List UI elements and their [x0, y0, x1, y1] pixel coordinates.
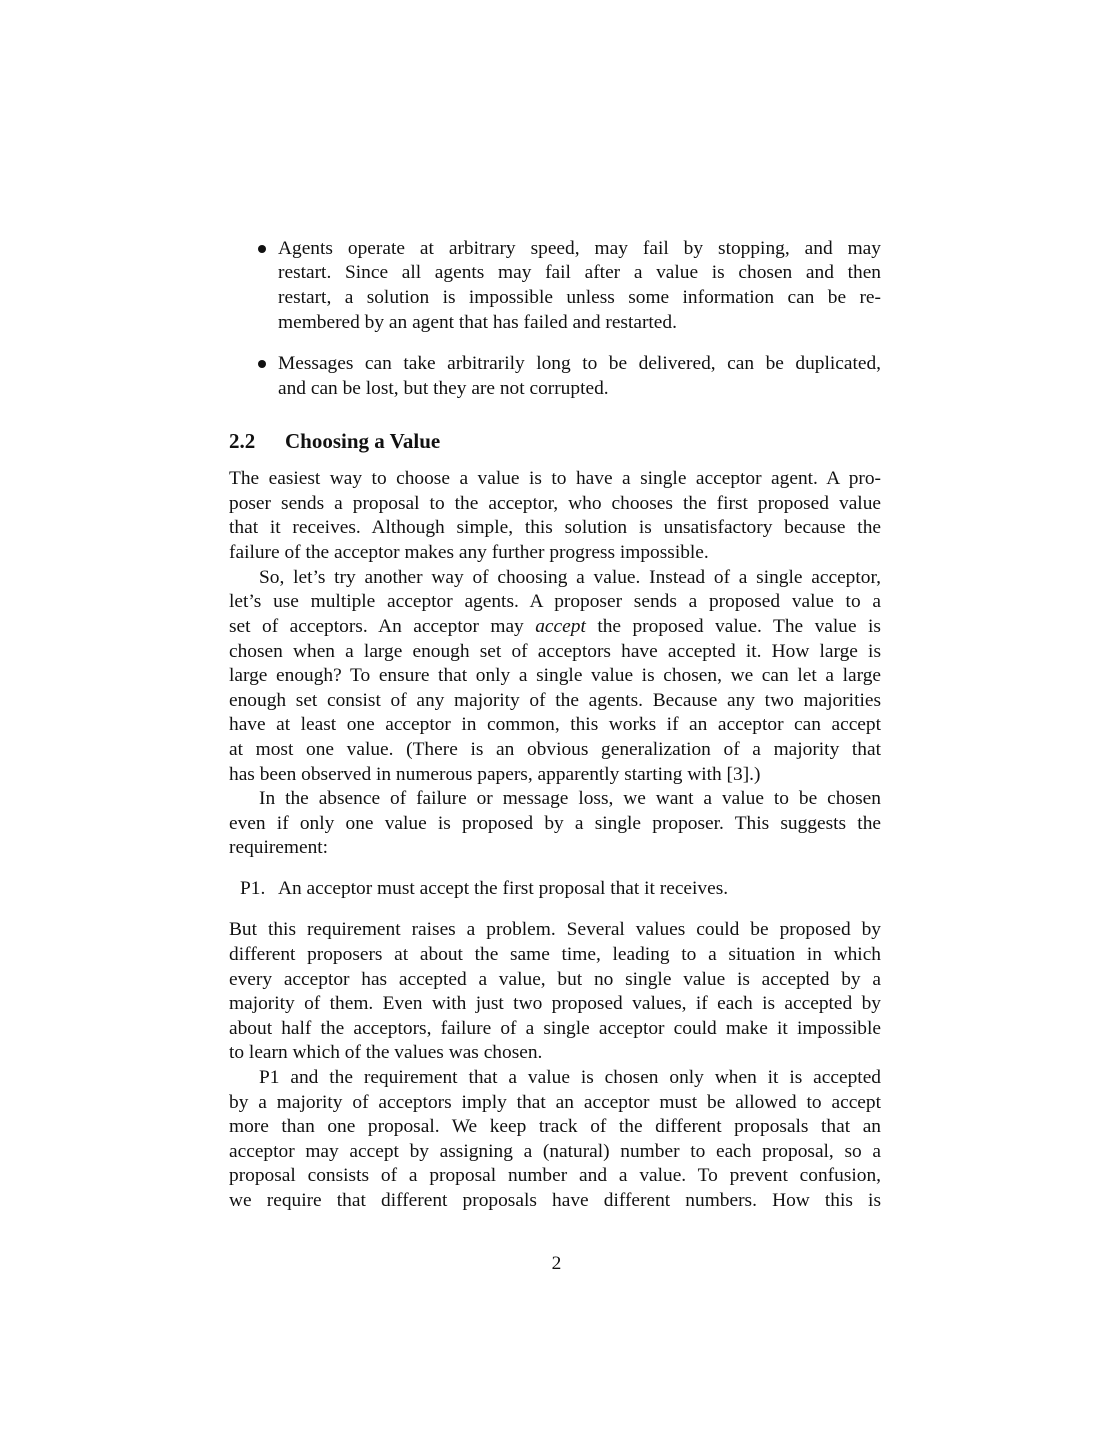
section-number: 2.2 [229, 429, 256, 453]
bullet-1-line-4: membered by an agent that has failed and restarted. [278, 312, 677, 333]
text-run: the proposed value. The value is [597, 616, 881, 637]
paragraph-2-line-9: has been observed in numerous papers, apparently starting with [3].) [229, 764, 761, 785]
paragraph-2-line-8: at most one value. (There is an obvious generalization of a majority that [229, 739, 881, 760]
paragraph-2-line-3 [229, 615, 881, 639]
section-heading [229, 428, 440, 454]
section-title: Choosing a Value [285, 429, 441, 453]
bullet-1-line-2: restart. Since all agents may fail after a value is chosen and then [278, 262, 881, 283]
paragraph-4-line-1: But this requirement raises a problem. Several values could be proposed by [229, 919, 881, 940]
paragraph-3-line-2: even if only one value is proposed by a single proposer. This suggests the [229, 813, 881, 834]
paragraph-5-line-3: more than one proposal. We keep track of the different proposals that an [229, 1116, 881, 1137]
requirement-label: P1. [240, 878, 266, 899]
paragraph-4-line-6: to learn which of the values was chosen. [229, 1042, 543, 1063]
paragraph-2-line-4: chosen when a large enough set of acceptors have accepted it. How large is [229, 641, 881, 662]
bullet-2-line-2: and can be lost, but they are not corrupted. [278, 378, 609, 399]
paragraph-1-line-3: that it receives. Although simple, this solution is unsatisfactory because the [229, 517, 881, 538]
paragraph-4-line-5: about half the acceptors, failure of a single acceptor could make it impossible [229, 1018, 881, 1039]
paragraph-4-line-3: every acceptor has accepted a value, but no single value is accepted by a [229, 969, 881, 990]
paragraph-5-line-6: we require that different proposals have different numbers. How this is [229, 1190, 881, 1211]
paragraph-5-line-2: by a majority of acceptors imply that an acceptor must be allowed to accept [229, 1092, 881, 1113]
paragraph-2-line-6: enough set consist of any majority of the agents. Because any two majorities [229, 690, 881, 711]
paragraph-1-line-1: The easiest way to choose a value is to have a single acceptor agent. A pro- [229, 468, 881, 489]
paragraph-5-line-5: proposal consists of a proposal number and a value. To prevent confusion, [229, 1165, 881, 1186]
bullet-1-line-1: Agents operate at arbitrary speed, may fail by stopping, and may [278, 238, 881, 259]
bullet-1-line-3: restart, a solution is impossible unless some information can be re- [278, 287, 881, 308]
paragraph-3-line-1: In the absence of failure or message loss, we want a value to be chosen [259, 788, 881, 809]
text-run: set of acceptors. An acceptor may [229, 616, 524, 637]
requirement-text: An acceptor must accept the first proposal that it receives. [278, 878, 729, 899]
bullet-2-line-1: Messages can take arbitrarily long to be delivered, can be duplicated, [278, 353, 881, 374]
paragraph-2-line-1: So, let’s try another way of choosing a value. Instead of a single acceptor, [259, 567, 881, 588]
paragraph-5-line-1: P1 and the requirement that a value is chosen only when it is accepted [259, 1067, 881, 1088]
paragraph-2-line-2: let’s use multiple acceptor agents. A proposer sends a proposed value to a [229, 591, 881, 612]
paragraph-5-line-4: acceptor may accept by assigning a (natural) number to each proposal, so a [229, 1141, 881, 1162]
page-number: 2 [551, 1253, 562, 1274]
bullet-icon [258, 245, 266, 253]
paragraph-2-line-5: large enough? To ensure that only a single value is chosen, we can let a large [229, 665, 881, 686]
paragraph-4-line-2: different proposers at about the same time, leading to a situation in which [229, 944, 881, 965]
bullet-icon [258, 360, 266, 368]
paragraph-3-line-3: requirement: [229, 837, 329, 858]
paragraph-2-line-7: have at least one acceptor in common, this works if an acceptor can accept [229, 714, 881, 735]
emphasis-accept: accept [535, 616, 586, 637]
requirement-p1 [240, 877, 728, 901]
paragraph-4-line-4: majority of them. Even with just two proposed values, if each is accepted by [229, 993, 881, 1014]
paragraph-1-line-4: failure of the acceptor makes any further progress impossible. [229, 542, 709, 563]
paragraph-1-line-2: poser sends a proposal to the acceptor, who chooses the first proposed value [229, 493, 881, 514]
